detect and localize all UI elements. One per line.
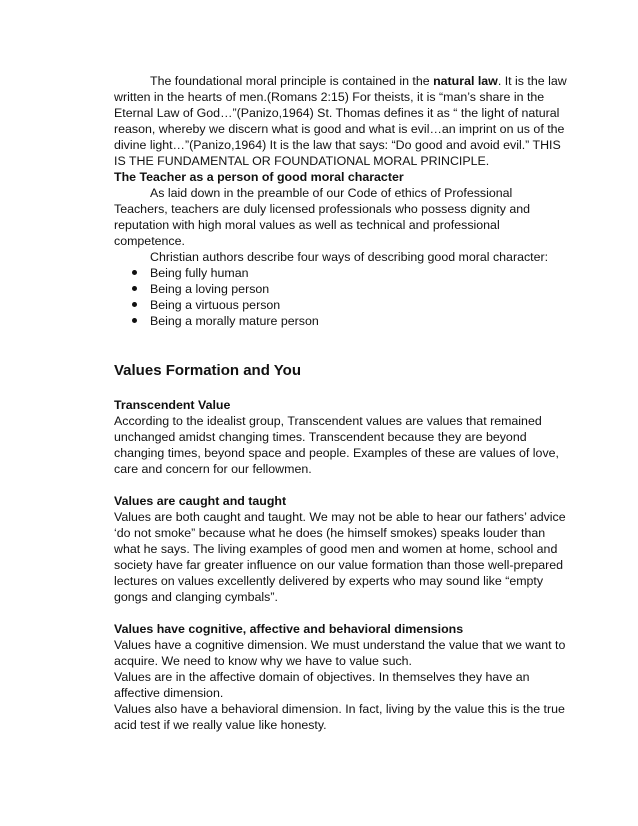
transcendent-heading: Transcendent Value [114, 398, 231, 412]
affective-paragraph: Values are in the affective domain of objectives. In themselves they have an affective dimension. [114, 670, 530, 700]
values-formation-title: Values Formation and You [114, 362, 301, 379]
natural-law-text-rest: . It is the law written in the hearts of men.(Romans 2:15) For theists, it is “man’s share in the Eternal Law of God…”(Panizo,1964) St. Thomas defines it as “ the light of natural reason, whereby we discern what is good and what is evil…an imprint on us of the divine light…”(Panizo,1964) It is the law that says: “Do good and avoid evil.” THIS IS THE FUNDAMENTAL OR FOUNDATIONAL MORAL PRINCIPLE. [114, 74, 567, 168]
natural-law-paragraph [114, 73, 569, 169]
transcendent-paragraph: According to the idealist group, Transcendent values are values that remained unchanged amidst changing times. Transcendent because they are beyond changing times, beyond space and people. Examples of these are values of love, care and concern for our fellowmen. [114, 414, 559, 476]
list-item-text: Being a loving person [150, 282, 270, 296]
list-item-text: Being a virtuous person [150, 298, 281, 312]
cognitive-paragraph: Values have a cognitive dimension. We must understand the value that we want to acquire. We need to know why we have to value such. [114, 638, 566, 668]
bullet-icon [132, 286, 137, 291]
list-item-text: Being fully human [150, 266, 249, 280]
spacer [114, 605, 569, 621]
moral-character-list [114, 265, 569, 329]
bullet-icon [132, 270, 137, 275]
list-item [114, 313, 569, 329]
list-item [114, 281, 569, 297]
list-item [114, 297, 569, 313]
bullet-icon [132, 318, 137, 323]
list-item-text: Being a morally mature person [150, 314, 319, 328]
teacher-heading: The Teacher as a person of good moral character [114, 170, 404, 184]
natural-law-text-start: The foundational moral principle is contained in the [150, 74, 434, 88]
natural-law-term: natural law [433, 74, 498, 88]
bullet-icon [132, 302, 137, 307]
teacher-paragraph: As laid down in the preamble of our Code of ethics of Professional Teachers, teachers are duly licensed professionals who possess dignity and reputation with high moral values as well as technical and professional competence. [114, 186, 531, 248]
list-item [114, 265, 569, 281]
spacer [114, 329, 569, 362]
behavioral-paragraph: Values also have a behavioral dimension. In fact, living by the value this is the true acid test if we really value like honesty. [114, 702, 565, 732]
christian-authors-paragraph: Christian authors describe four ways of describing good moral character: [150, 250, 549, 264]
spacer [114, 477, 569, 493]
page-content [114, 73, 569, 733]
spacer [114, 380, 569, 397]
dimensions-heading: Values have cognitive, affective and behavioral dimensions [114, 622, 464, 636]
caught-taught-heading: Values are caught and taught [114, 494, 287, 508]
caught-taught-paragraph: Values are both caught and taught. We may not be able to hear our fathers’ advice ‘do not smoke” because what he does (he himself smokes) speaks louder than what he says. The living examples of good men and women at home, school and society have far greater influence on our value formation than those well-prepared lectures on values excellently delivered by experts who may sound like “empty gongs and clanging cymbals”. [114, 510, 566, 604]
